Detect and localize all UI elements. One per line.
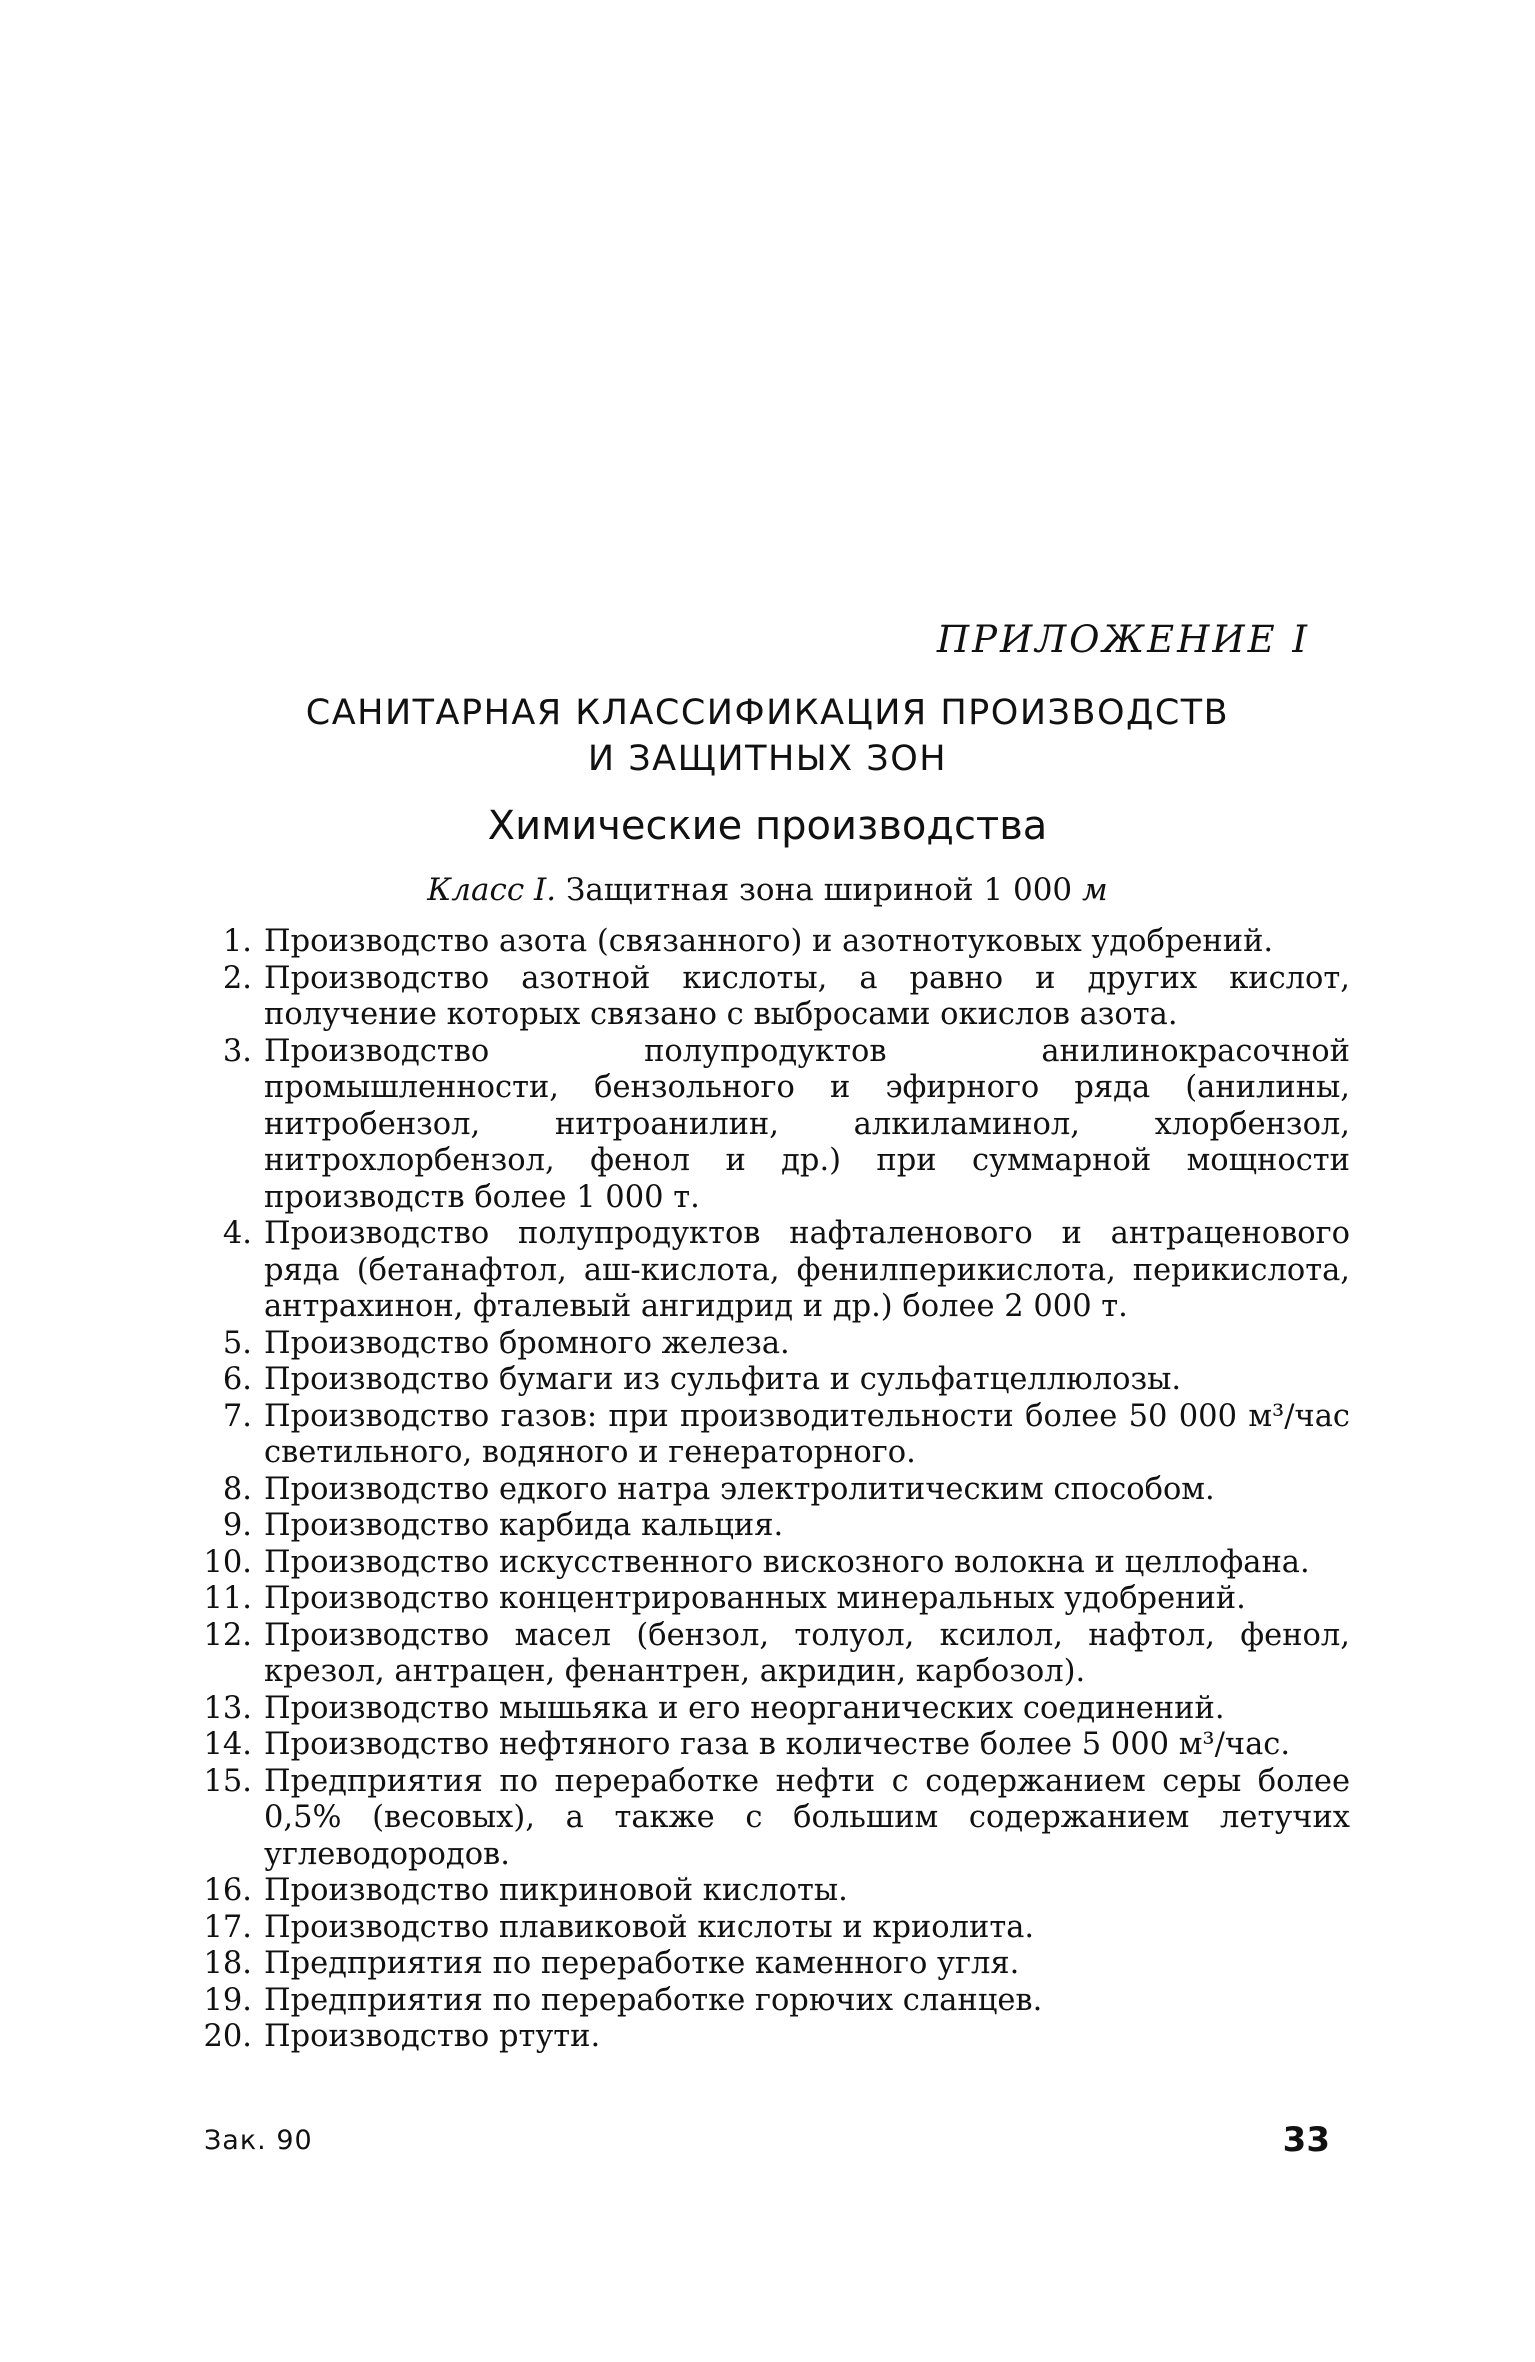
item-text: Производство карбида кальция.	[264, 1508, 784, 1543]
item-text: Производство мышьяка и его неорганических соединений.	[264, 1690, 1225, 1726]
item-number: 12.	[203, 1617, 252, 1653]
item-number: 6.	[222, 1362, 252, 1397]
list-item	[180, 961, 1350, 1034]
list-item	[180, 1326, 1350, 1363]
section-heading: Химические производства	[487, 803, 1048, 849]
item-number: 9.	[222, 1508, 252, 1543]
item-text: Производство бумаги из сульфита и сульфатцеллюлозы.	[264, 1362, 1182, 1397]
order-number: Зак. 90	[204, 2125, 313, 2156]
item-text: Производство пикриновой кислоты.	[264, 1873, 848, 1908]
list-item	[180, 2019, 1350, 2056]
class-zone: Защитная зона шириной 1 000	[566, 872, 1073, 908]
item-text: Производство ртути.	[264, 2019, 601, 2054]
item-text: Производство едкого натра электролитическим способом.	[264, 1471, 1215, 1507]
item-text: Производство азотной кислоты, а равно и других кислот, получение которых связано с выбросами окислов азота.	[264, 960, 1350, 1032]
list-item	[180, 1034, 1350, 1217]
list-item	[180, 1873, 1350, 1910]
item-number: 3.	[222, 1033, 252, 1069]
list-item	[180, 1581, 1350, 1618]
item-text: Предприятия по переработке каменного угля.	[264, 1946, 1020, 1981]
list-item	[180, 1946, 1350, 1983]
list-item	[180, 1545, 1350, 1582]
title-line-2: И ЗАЩИТНЫХ ЗОН	[587, 739, 948, 779]
item-number: 14.	[203, 1727, 252, 1762]
item-number: 19.	[203, 1982, 252, 2018]
item-text: Производство газов: при производительности более 50 000 м³/час светильного, водяного и генераторного.	[264, 1398, 1350, 1470]
item-text: Производство искусственного вискозного волокна и целлофана.	[264, 1544, 1310, 1580]
item-text: Производство плавиковой кислоты и криолита.	[264, 1909, 1035, 1945]
item-text: Предприятия по переработке нефти с содержанием серы более 0,5% (весовых), а также с большим содержанием летучих углеводородов.	[264, 1763, 1350, 1872]
list-item	[180, 1910, 1350, 1947]
appendix-label: ПРИЛОЖЕНИЕ I	[936, 618, 1310, 661]
item-text: Производство азота (связанного) и азотнотуковых удобрений.	[264, 924, 1274, 959]
item-number: 10.	[203, 1544, 252, 1580]
item-number: 16.	[203, 1873, 252, 1908]
item-text: Предприятия по переработке горючих сланцев.	[264, 1982, 1043, 2018]
item-text: Производство нефтяного газа в количестве более 5 000 м³/час.	[264, 1727, 1291, 1762]
list-item	[180, 1727, 1350, 1764]
item-text: Производство полупродуктов нафталенового и антраценового ряда (бетанафтол, аш-кислота, фенилперикислота, перикислота, антрахинон, фталевый ангидрид и др.) более 2 000 т.	[264, 1216, 1350, 1324]
list-item	[180, 1764, 1350, 1874]
item-number: 15.	[203, 1763, 252, 1799]
item-text: Производство полупродуктов анилинокрасочной промышленности, бензольного и эфирного ряда (анилины, нитробензол, нитроанилин, алкиламинол, хлорбензол, нитрохлорбензол, фенол и др.) при суммарной мощности производств более 1 000 т.	[264, 1033, 1350, 1215]
title-line-1: САНИТАРНАЯ КЛАССИФИКАЦИЯ ПРОИЗВОДСТВ	[305, 693, 1230, 733]
item-text: Производство масел (бензол, толуол, ксилол, нафтол, фенол, крезол, антрацен, фенантрен, акридин, карбозол).	[264, 1617, 1350, 1689]
item-text: Производство концентрированных минеральных удобрений.	[264, 1581, 1246, 1616]
item-number: 1.	[222, 924, 252, 959]
item-number: 8.	[222, 1471, 252, 1507]
item-number: 4.	[222, 1216, 252, 1251]
item-number: 20.	[203, 2019, 252, 2054]
class-label: Класс I.	[427, 872, 557, 908]
class-unit: м	[1082, 872, 1108, 908]
list-item	[180, 1399, 1350, 1472]
list-item	[180, 924, 1350, 961]
page-title	[180, 690, 1355, 782]
list-item	[180, 1472, 1350, 1509]
item-number: 7.	[222, 1398, 252, 1434]
item-number: 13.	[203, 1690, 252, 1726]
item-number: 5.	[222, 1325, 252, 1361]
item-number: 18.	[203, 1946, 252, 1981]
list-item	[180, 1508, 1350, 1545]
production-list	[180, 924, 1350, 2056]
page-number: 33	[1282, 2120, 1330, 2160]
list-item	[180, 1362, 1350, 1399]
list-item	[180, 1983, 1350, 2020]
item-number: 11.	[203, 1581, 252, 1616]
list-item	[180, 1216, 1350, 1326]
class-heading	[180, 868, 1355, 912]
item-number: 2.	[222, 960, 252, 996]
list-item	[180, 1691, 1350, 1728]
list-item	[180, 1618, 1350, 1691]
item-number: 17.	[203, 1909, 252, 1945]
item-text: Производство бромного железа.	[264, 1325, 790, 1361]
